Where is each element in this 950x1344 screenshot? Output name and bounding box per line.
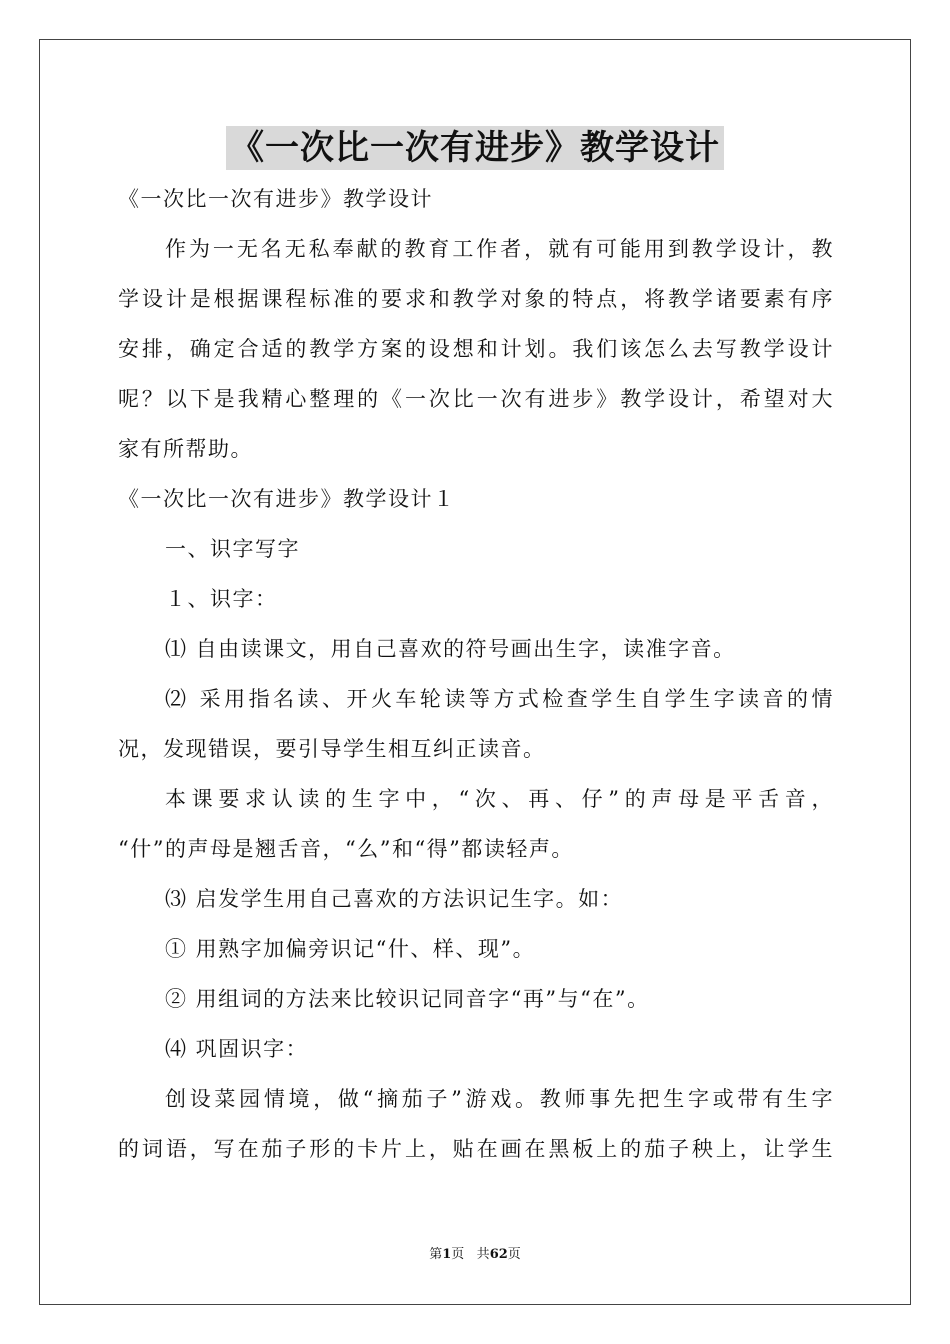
page-footer [0,1246,950,1264]
page-total: 62 [489,1247,508,1262]
paragraph-line: “什”的声母是翘舌音，“么”和“得”都读轻声。 [118,837,574,861]
list-item-continued: 况，发现错误，要引导学生相互纠正读音。 [118,737,546,761]
page-current: 1 [442,1247,452,1262]
paragraph-line: 呢？以下是我精心整理的《一次比一次有进步》教学设计，希望对大 [118,387,834,411]
total-prefix: 共 [476,1247,490,1262]
paragraph-line: 本课要求认读的生字中，“次、再、仔”的声母是平舌音， [165,787,834,811]
list-item: ⑵ 采用指名读、开火车轮读等方式检查学生自学生字读音的情 [165,687,834,711]
subsection-heading: 一、识字写字 [165,537,300,561]
doc-subtitle: 《一次比一次有进步》教学设计 [118,187,433,211]
list-item: ① 用熟字加偏旁识记“什、样、现”。 [165,937,536,961]
list-heading: １、识字： [165,587,278,611]
page-border [39,39,911,1305]
list-item: ② 用组词的方法来比较识记同音字“再”与“在”。 [165,987,650,1011]
paragraph-line: 安排，确定合适的教学方案的设想和计划。我们该怎么去写教学设计 [118,337,834,361]
list-item: ⑶ 启发学生用自己喜欢的方法识记生字。如： [165,887,624,911]
title-container [0,126,950,170]
page-unit: 页 [451,1247,465,1262]
list-item: ⑴ 自由读课文，用自己喜欢的符号画出生字，读准字音。 [165,637,736,661]
paragraph-line: 创设菜园情境，做“摘茄子”游戏。教师事先把生字或带有生字 [165,1087,834,1111]
total-unit: 页 [507,1247,521,1262]
section-heading: 《一次比一次有进步》教学设计１ [118,487,456,511]
paragraph-line: 学设计是根据课程标准的要求和教学对象的特点，将教学诸要素有序 [118,287,834,311]
paragraph-line: 家有所帮助。 [118,437,253,461]
page-prefix: 第 [429,1247,443,1262]
list-item: ⑷ 巩固识字： [165,1037,309,1061]
paragraph-line: 的词语，写在茄子形的卡片上，贴在画在黑板上的茄子秧上，让学生 [118,1137,834,1161]
document-title: 《一次比一次有进步》教学设计 [226,126,724,170]
paragraph-line: 作为一无名无私奉献的教育工作者，就有可能用到教学设计，教 [165,237,834,261]
